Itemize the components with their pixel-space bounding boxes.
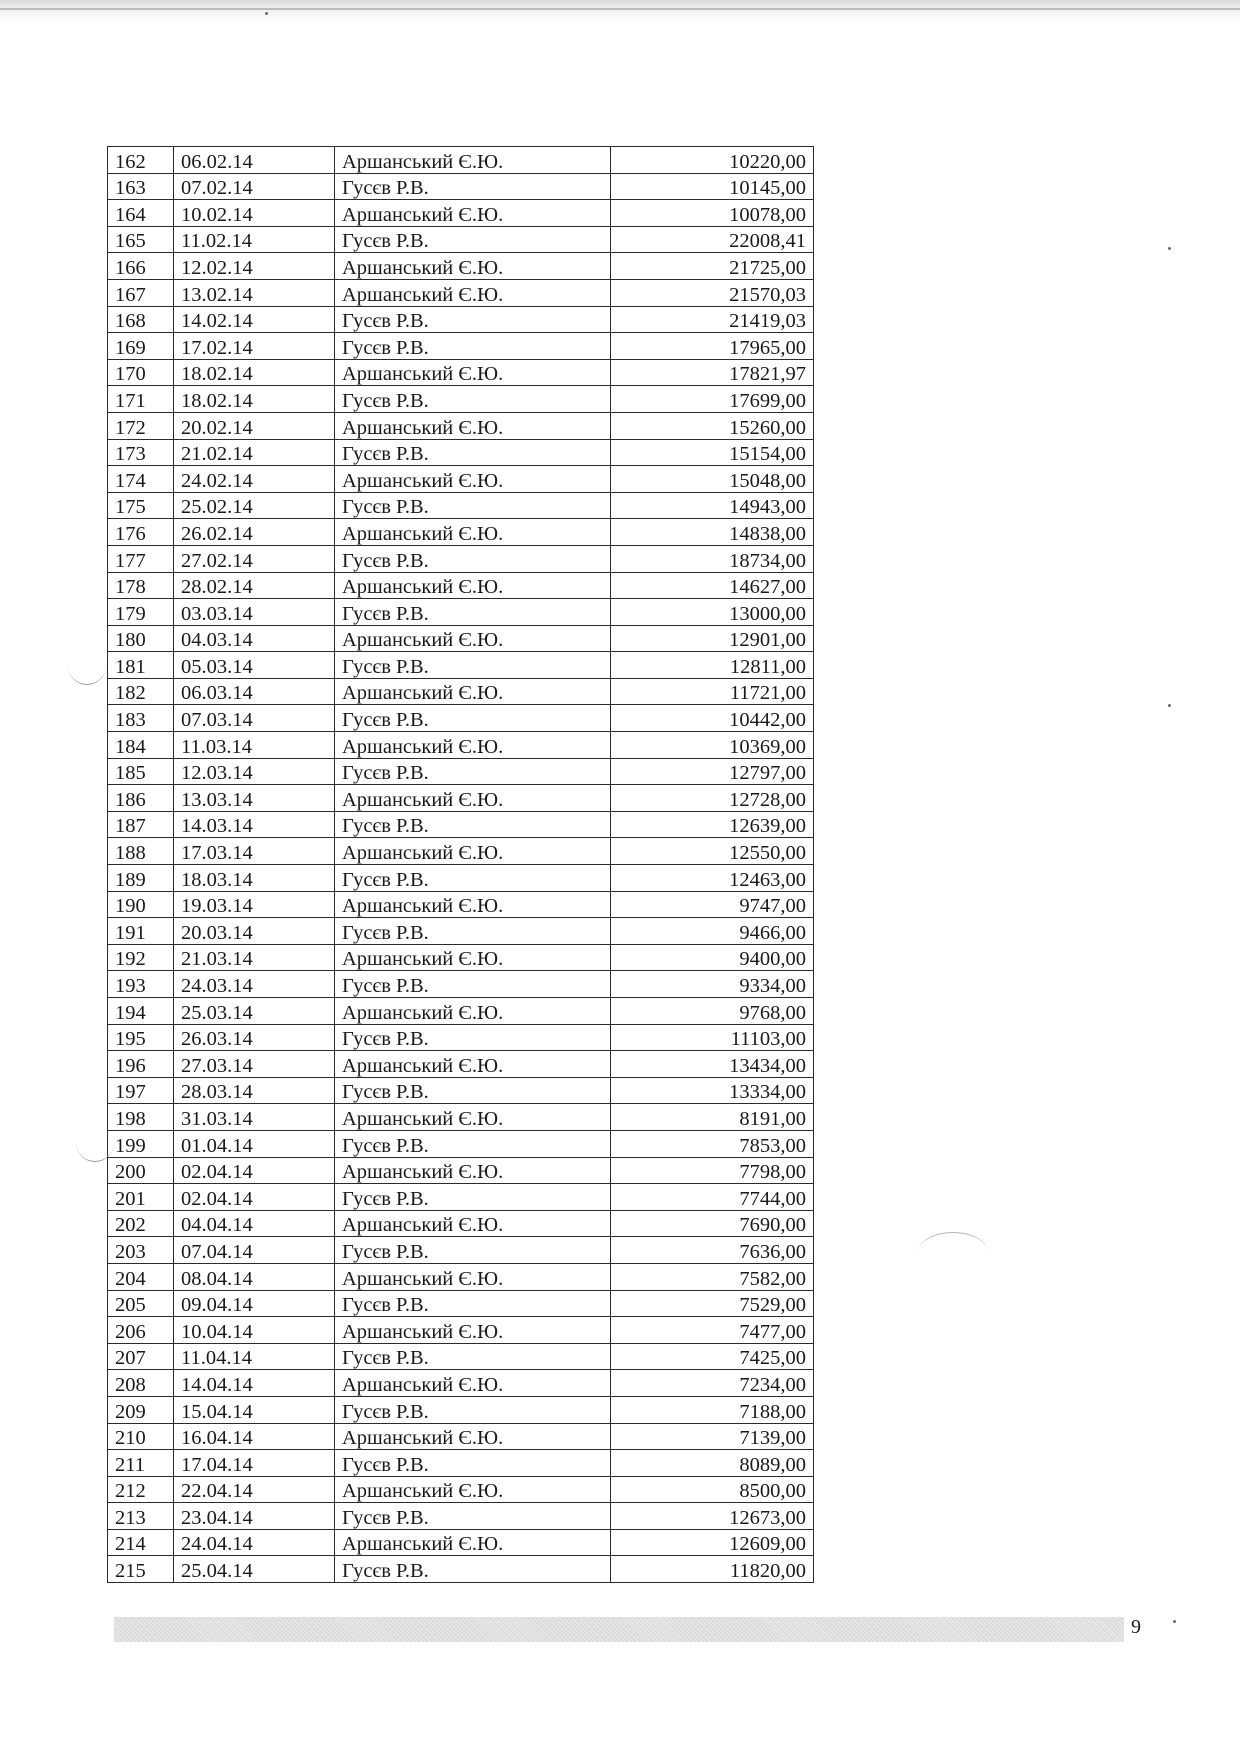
row-amount: 12550,00 — [611, 838, 814, 865]
row-amount: 14838,00 — [611, 519, 814, 546]
row-amount: 10369,00 — [611, 732, 814, 759]
table-row — [108, 439, 814, 466]
row-name: Гусєв Р.В. — [335, 1290, 611, 1317]
table-row — [108, 1396, 814, 1423]
row-amount: 12609,00 — [611, 1529, 814, 1556]
table-row — [108, 200, 814, 227]
row-date: 26.02.14 — [174, 519, 335, 546]
table-row — [108, 732, 814, 759]
row-name: Гусєв Р.В. — [335, 386, 611, 413]
row-date: 17.02.14 — [174, 333, 335, 360]
row-number: 210 — [108, 1423, 174, 1450]
row-date: 07.03.14 — [174, 705, 335, 732]
row-date: 28.02.14 — [174, 572, 335, 599]
row-amount: 10220,00 — [611, 147, 814, 174]
row-amount: 14943,00 — [611, 492, 814, 519]
row-amount: 12728,00 — [611, 785, 814, 812]
table-row — [108, 226, 814, 253]
table-row — [108, 1184, 814, 1211]
footer-band — [114, 1617, 1124, 1642]
row-number: 193 — [108, 971, 174, 998]
row-amount: 18734,00 — [611, 545, 814, 572]
row-number: 189 — [108, 865, 174, 892]
row-name: Аршанський Є.Ю. — [335, 1210, 611, 1237]
row-number: 192 — [108, 944, 174, 971]
row-number: 206 — [108, 1317, 174, 1344]
row-date: 01.04.14 — [174, 1130, 335, 1157]
row-date: 28.03.14 — [174, 1077, 335, 1104]
row-name: Аршанський Є.Ю. — [335, 572, 611, 599]
row-number: 196 — [108, 1051, 174, 1078]
row-date: 25.02.14 — [174, 492, 335, 519]
table-row — [108, 944, 814, 971]
table-row — [108, 1157, 814, 1184]
row-amount: 22008,41 — [611, 226, 814, 253]
row-number: 179 — [108, 599, 174, 626]
row-name: Гусєв Р.В. — [335, 811, 611, 838]
table-row — [108, 1290, 814, 1317]
row-date: 11.04.14 — [174, 1343, 335, 1370]
row-date: 11.02.14 — [174, 226, 335, 253]
row-name: Аршанський Є.Ю. — [335, 147, 611, 174]
row-number: 167 — [108, 279, 174, 306]
row-name: Аршанський Є.Ю. — [335, 732, 611, 759]
row-date: 10.02.14 — [174, 200, 335, 227]
row-name: Аршанський Є.Ю. — [335, 1317, 611, 1344]
row-number: 175 — [108, 492, 174, 519]
table-row — [108, 492, 814, 519]
row-name: Гусєв Р.В. — [335, 226, 611, 253]
table-row — [108, 1423, 814, 1450]
row-date: 16.04.14 — [174, 1423, 335, 1450]
row-date: 13.02.14 — [174, 279, 335, 306]
row-date: 24.04.14 — [174, 1529, 335, 1556]
row-number: 208 — [108, 1370, 174, 1397]
row-amount: 7744,00 — [611, 1184, 814, 1211]
row-date: 22.04.14 — [174, 1476, 335, 1503]
table-row — [108, 1024, 814, 1051]
table-row — [108, 253, 814, 280]
table-row — [108, 412, 814, 439]
row-amount: 12463,00 — [611, 865, 814, 892]
row-amount: 7582,00 — [611, 1263, 814, 1290]
row-name: Аршанський Є.Ю. — [335, 625, 611, 652]
row-number: 204 — [108, 1263, 174, 1290]
row-number: 173 — [108, 439, 174, 466]
table-row — [108, 279, 814, 306]
row-name: Аршанський Є.Ю. — [335, 1263, 611, 1290]
row-number: 205 — [108, 1290, 174, 1317]
row-name: Аршанський Є.Ю. — [335, 412, 611, 439]
row-number: 209 — [108, 1396, 174, 1423]
row-name: Гусєв Р.В. — [335, 758, 611, 785]
row-date: 17.04.14 — [174, 1450, 335, 1477]
row-name: Гусєв Р.В. — [335, 1343, 611, 1370]
row-date: 05.03.14 — [174, 652, 335, 679]
table-row — [108, 1210, 814, 1237]
row-amount: 10442,00 — [611, 705, 814, 732]
row-number: 182 — [108, 678, 174, 705]
row-name: Аршанський Є.Ю. — [335, 253, 611, 280]
scan-speck — [1168, 704, 1171, 707]
row-number: 184 — [108, 732, 174, 759]
row-amount: 13334,00 — [611, 1077, 814, 1104]
row-number: 181 — [108, 652, 174, 679]
row-name: Аршанський Є.Ю. — [335, 1104, 611, 1131]
row-name: Гусєв Р.В. — [335, 1184, 611, 1211]
table-row — [108, 1556, 814, 1583]
row-name: Гусєв Р.В. — [335, 865, 611, 892]
row-date: 09.04.14 — [174, 1290, 335, 1317]
row-amount: 9334,00 — [611, 971, 814, 998]
table-row — [108, 333, 814, 360]
row-amount: 9747,00 — [611, 891, 814, 918]
scan-speck — [1173, 1620, 1176, 1623]
row-amount: 9768,00 — [611, 998, 814, 1025]
table-row — [108, 838, 814, 865]
row-date: 14.02.14 — [174, 306, 335, 333]
row-name: Гусєв Р.В. — [335, 918, 611, 945]
table-row — [108, 1263, 814, 1290]
row-amount: 11721,00 — [611, 678, 814, 705]
table-row — [108, 1450, 814, 1477]
row-number: 197 — [108, 1077, 174, 1104]
table-row — [108, 386, 814, 413]
row-number: 212 — [108, 1476, 174, 1503]
punch-hole-mark — [68, 664, 106, 685]
row-date: 06.02.14 — [174, 147, 335, 174]
row-number: 171 — [108, 386, 174, 413]
table-row — [108, 1476, 814, 1503]
row-amount: 9400,00 — [611, 944, 814, 971]
row-number: 163 — [108, 173, 174, 200]
row-number: 207 — [108, 1343, 174, 1370]
row-amount: 7425,00 — [611, 1343, 814, 1370]
table-row — [108, 1104, 814, 1131]
table-row — [108, 758, 814, 785]
row-name: Гусєв Р.В. — [335, 1130, 611, 1157]
row-number: 190 — [108, 891, 174, 918]
row-name: Гусєв Р.В. — [335, 1237, 611, 1264]
row-date: 02.04.14 — [174, 1157, 335, 1184]
table-row — [108, 785, 814, 812]
row-number: 162 — [108, 147, 174, 174]
row-date: 17.03.14 — [174, 838, 335, 865]
row-name: Аршанський Є.Ю. — [335, 1476, 611, 1503]
table-row — [108, 519, 814, 546]
row-number: 188 — [108, 838, 174, 865]
row-name: Гусєв Р.В. — [335, 1450, 611, 1477]
row-number: 187 — [108, 811, 174, 838]
table-row — [108, 918, 814, 945]
row-date: 04.03.14 — [174, 625, 335, 652]
row-name: Аршанський Є.Ю. — [335, 944, 611, 971]
row-name: Гусєв Р.В. — [335, 545, 611, 572]
row-date: 21.02.14 — [174, 439, 335, 466]
table-row — [108, 1529, 814, 1556]
table-row — [108, 466, 814, 493]
row-name: Гусєв Р.В. — [335, 1396, 611, 1423]
row-name: Аршанський Є.Ю. — [335, 279, 611, 306]
table-row — [108, 865, 814, 892]
scan-top-edge — [0, 0, 1240, 22]
row-name: Аршанський Є.Ю. — [335, 359, 611, 386]
row-date: 27.02.14 — [174, 545, 335, 572]
table-row — [108, 359, 814, 386]
row-number: 194 — [108, 998, 174, 1025]
row-amount: 7690,00 — [611, 1210, 814, 1237]
row-date: 20.02.14 — [174, 412, 335, 439]
row-number: 176 — [108, 519, 174, 546]
table-row — [108, 1237, 814, 1264]
row-name: Аршанський Є.Ю. — [335, 891, 611, 918]
row-date: 25.03.14 — [174, 998, 335, 1025]
row-number: 164 — [108, 200, 174, 227]
row-number: 214 — [108, 1529, 174, 1556]
row-number: 185 — [108, 758, 174, 785]
row-amount: 10078,00 — [611, 200, 814, 227]
row-name: Аршанський Є.Ю. — [335, 678, 611, 705]
row-number: 202 — [108, 1210, 174, 1237]
row-date: 07.02.14 — [174, 173, 335, 200]
row-name: Гусєв Р.В. — [335, 599, 611, 626]
row-name: Гусєв Р.В. — [335, 333, 611, 360]
row-name: Гусєв Р.В. — [335, 1077, 611, 1104]
row-date: 26.03.14 — [174, 1024, 335, 1051]
row-amount: 8191,00 — [611, 1104, 814, 1131]
row-amount: 7234,00 — [611, 1370, 814, 1397]
row-number: 200 — [108, 1157, 174, 1184]
table-row — [108, 545, 814, 572]
row-number: 215 — [108, 1556, 174, 1583]
row-amount: 12811,00 — [611, 652, 814, 679]
row-number: 191 — [108, 918, 174, 945]
scan-speck — [265, 12, 268, 15]
row-date: 07.04.14 — [174, 1237, 335, 1264]
row-date: 23.04.14 — [174, 1503, 335, 1530]
row-name: Аршанський Є.Ю. — [335, 785, 611, 812]
row-name: Аршанський Є.Ю. — [335, 1370, 611, 1397]
row-number: 213 — [108, 1503, 174, 1530]
table-row — [108, 1370, 814, 1397]
table-row — [108, 998, 814, 1025]
row-date: 24.03.14 — [174, 971, 335, 998]
row-name: Гусєв Р.В. — [335, 306, 611, 333]
row-name: Гусєв Р.В. — [335, 1503, 611, 1530]
row-date: 15.04.14 — [174, 1396, 335, 1423]
table-row — [108, 678, 814, 705]
row-date: 20.03.14 — [174, 918, 335, 945]
row-date: 18.03.14 — [174, 865, 335, 892]
row-amount: 12639,00 — [611, 811, 814, 838]
table-row — [108, 1077, 814, 1104]
row-date: 06.03.14 — [174, 678, 335, 705]
row-number: 177 — [108, 545, 174, 572]
table-row — [108, 891, 814, 918]
row-amount: 15048,00 — [611, 466, 814, 493]
table-row — [108, 705, 814, 732]
row-amount: 21725,00 — [611, 253, 814, 280]
row-name: Гусєв Р.В. — [335, 1556, 611, 1583]
row-date: 19.03.14 — [174, 891, 335, 918]
row-name: Аршанський Є.Ю. — [335, 466, 611, 493]
row-amount: 17699,00 — [611, 386, 814, 413]
row-date: 10.04.14 — [174, 1317, 335, 1344]
row-amount: 8500,00 — [611, 1476, 814, 1503]
row-date: 12.02.14 — [174, 253, 335, 280]
row-amount: 17821,97 — [611, 359, 814, 386]
row-name: Аршанський Є.Ю. — [335, 1051, 611, 1078]
scan-arc-mark — [918, 1232, 988, 1273]
row-name: Аршанський Є.Ю. — [335, 200, 611, 227]
row-date: 03.03.14 — [174, 599, 335, 626]
table-row — [108, 1343, 814, 1370]
row-name: Аршанський Є.Ю. — [335, 1157, 611, 1184]
table-row — [108, 1317, 814, 1344]
table-row — [108, 306, 814, 333]
table-row — [108, 173, 814, 200]
row-amount: 21570,03 — [611, 279, 814, 306]
row-name: Гусєв Р.В. — [335, 971, 611, 998]
row-number: 165 — [108, 226, 174, 253]
scan-edge-line — [0, 8, 1240, 10]
row-amount: 7139,00 — [611, 1423, 814, 1450]
row-amount: 15154,00 — [611, 439, 814, 466]
row-name: Гусєв Р.В. — [335, 439, 611, 466]
payments-table — [107, 146, 814, 1583]
table-row — [108, 625, 814, 652]
row-name: Аршанський Є.Ю. — [335, 1529, 611, 1556]
row-number: 198 — [108, 1104, 174, 1131]
row-name: Аршанський Є.Ю. — [335, 519, 611, 546]
row-number: 203 — [108, 1237, 174, 1264]
row-amount: 12901,00 — [611, 625, 814, 652]
row-number: 166 — [108, 253, 174, 280]
row-date: 25.04.14 — [174, 1556, 335, 1583]
row-date: 18.02.14 — [174, 386, 335, 413]
row-name: Гусєв Р.В. — [335, 492, 611, 519]
row-amount: 7529,00 — [611, 1290, 814, 1317]
row-amount: 13000,00 — [611, 599, 814, 626]
row-name: Аршанський Є.Ю. — [335, 998, 611, 1025]
row-date: 13.03.14 — [174, 785, 335, 812]
row-date: 08.04.14 — [174, 1263, 335, 1290]
row-name: Гусєв Р.В. — [335, 1024, 611, 1051]
table-row — [108, 1130, 814, 1157]
page-number: 9 — [1131, 1616, 1141, 1638]
row-amount: 11820,00 — [611, 1556, 814, 1583]
row-number: 183 — [108, 705, 174, 732]
row-amount: 12673,00 — [611, 1503, 814, 1530]
row-number: 195 — [108, 1024, 174, 1051]
row-date: 14.04.14 — [174, 1370, 335, 1397]
row-date: 11.03.14 — [174, 732, 335, 759]
row-name: Аршанський Є.Ю. — [335, 1423, 611, 1450]
row-number: 170 — [108, 359, 174, 386]
table-row — [108, 599, 814, 626]
row-amount: 15260,00 — [611, 412, 814, 439]
row-amount: 7798,00 — [611, 1157, 814, 1184]
table-row — [108, 811, 814, 838]
table-row — [108, 572, 814, 599]
table-row — [108, 1051, 814, 1078]
scan-speck — [1168, 247, 1171, 250]
row-amount: 8089,00 — [611, 1450, 814, 1477]
table-row — [108, 1503, 814, 1530]
row-amount: 7477,00 — [611, 1317, 814, 1344]
row-date: 27.03.14 — [174, 1051, 335, 1078]
row-number: 199 — [108, 1130, 174, 1157]
row-name: Гусєв Р.В. — [335, 705, 611, 732]
row-date: 24.02.14 — [174, 466, 335, 493]
row-amount: 7188,00 — [611, 1396, 814, 1423]
row-number: 178 — [108, 572, 174, 599]
row-date: 04.04.14 — [174, 1210, 335, 1237]
table-row — [108, 147, 814, 174]
table-body — [108, 147, 814, 1583]
row-date: 14.03.14 — [174, 811, 335, 838]
row-amount: 21419,03 — [611, 306, 814, 333]
row-date: 12.03.14 — [174, 758, 335, 785]
table-row — [108, 652, 814, 679]
row-amount: 11103,00 — [611, 1024, 814, 1051]
row-amount: 17965,00 — [611, 333, 814, 360]
row-number: 180 — [108, 625, 174, 652]
row-name: Гусєв Р.В. — [335, 173, 611, 200]
row-number: 174 — [108, 466, 174, 493]
row-amount: 13434,00 — [611, 1051, 814, 1078]
row-amount: 7636,00 — [611, 1237, 814, 1264]
row-number: 186 — [108, 785, 174, 812]
row-number: 172 — [108, 412, 174, 439]
row-date: 21.03.14 — [174, 944, 335, 971]
row-amount: 7853,00 — [611, 1130, 814, 1157]
row-date: 31.03.14 — [174, 1104, 335, 1131]
row-amount: 9466,00 — [611, 918, 814, 945]
row-date: 18.02.14 — [174, 359, 335, 386]
row-amount: 14627,00 — [611, 572, 814, 599]
table-row — [108, 971, 814, 998]
row-name: Аршанський Є.Ю. — [335, 838, 611, 865]
row-amount: 12797,00 — [611, 758, 814, 785]
row-number: 168 — [108, 306, 174, 333]
row-number: 201 — [108, 1184, 174, 1211]
row-date: 02.04.14 — [174, 1184, 335, 1211]
row-amount: 10145,00 — [611, 173, 814, 200]
row-number: 169 — [108, 333, 174, 360]
row-number: 211 — [108, 1450, 174, 1477]
row-name: Гусєв Р.В. — [335, 652, 611, 679]
